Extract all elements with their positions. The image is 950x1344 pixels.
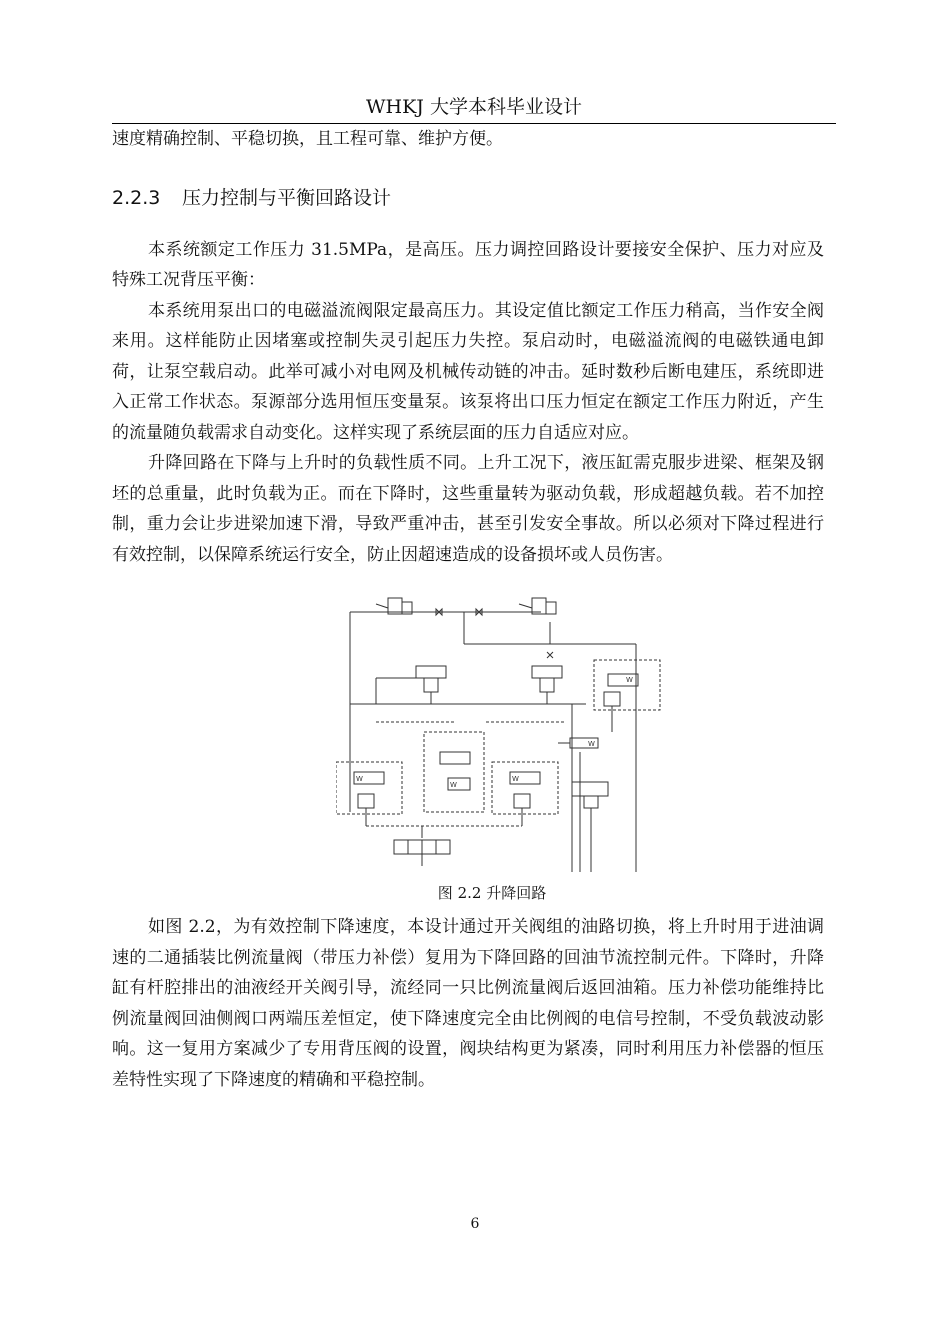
svg-text:W: W bbox=[512, 775, 519, 783]
section-heading bbox=[112, 183, 824, 213]
figure-caption: 图 2.2 升降回路 bbox=[437, 884, 547, 902]
section-title: 压力控制与平衡回路设计 bbox=[182, 186, 392, 209]
paragraph: 如图 2.2，为有效控制下降速度，本设计通过开关阀组的油路切换，将上升时用于进油调速的二通插装比例流量阀（带压力补偿）复用为下降回路的回油节流控制元件。下降时，升降缸有杆腔排出的油液经开关阀引导，流经同一只比例流量阀后返回油箱。压力补偿功能维持比例流量阀回油侧阀口两端压差恒定，使下降速度完全由比例阀的电信号控制，不受负载波动影响。这一复用方案减少了专用背压阀的设置，阀块结构更为紧凑，同时利用压力补偿器的恒压差特性实现了下降速度的精确和平稳控制。 bbox=[112, 917, 824, 1090]
paragraph: 本系统用泵出口的电磁溢流阀限定最高压力。其设定值比额定工作压力稍高，当作安全阀来用。这样能防止因堵塞或控制失灵引起压力失控。泵启动时，电磁溢流阀的电磁铁通电卸荷，让泵空载启动。此举可减小对电网及机械传动链的冲击。延时数秒后断电建压，系统即进入正常工作状态。泵源部分选用恒压变量泵。该泵将出口压力恒定在额定工作压力附近，产生的流量随负载需求自动变化。这样实现了系统层面的压力自适应对应。 bbox=[112, 300, 824, 443]
figure-lifting-circuit bbox=[112, 582, 824, 912]
header-title: WHKJ 大学本科毕业设计 bbox=[366, 96, 582, 118]
section-number: 2.2.3 bbox=[112, 186, 161, 209]
page-content bbox=[112, 124, 824, 1095]
svg-text:W: W bbox=[450, 781, 457, 789]
hydraulic-circuit-diagram bbox=[336, 582, 756, 872]
page-header bbox=[112, 92, 836, 122]
svg-text:W: W bbox=[356, 775, 363, 783]
paragraph: 升降回路在下降与上升时的负载性质不同。上升工况下，液压缸需克服步进梁、框架及钢坯的总重量，此时负载为正。而在下降时，这些重量转为驱动负载，形成超越负载。若不加控制，重力会让步进梁加速下滑，导致严重冲击，甚至引发安全事故。所以必须对下降过程进行有效控制，以保障系统运行安全，防止因超速造成的设备损坏或人员伤害。 bbox=[112, 453, 824, 565]
svg-text:W: W bbox=[626, 676, 633, 684]
page-number: 6 bbox=[470, 1216, 480, 1232]
svg-text:W: W bbox=[588, 740, 595, 748]
paragraph: 本系统额定工作压力 31.5MPa，是高压。压力调控回路设计要接安全保护、压力对应及特殊工况背压平衡： bbox=[112, 239, 824, 290]
continued-line: 速度精确控制、平稳切换，且工程可靠、维护方便。 bbox=[112, 129, 503, 149]
